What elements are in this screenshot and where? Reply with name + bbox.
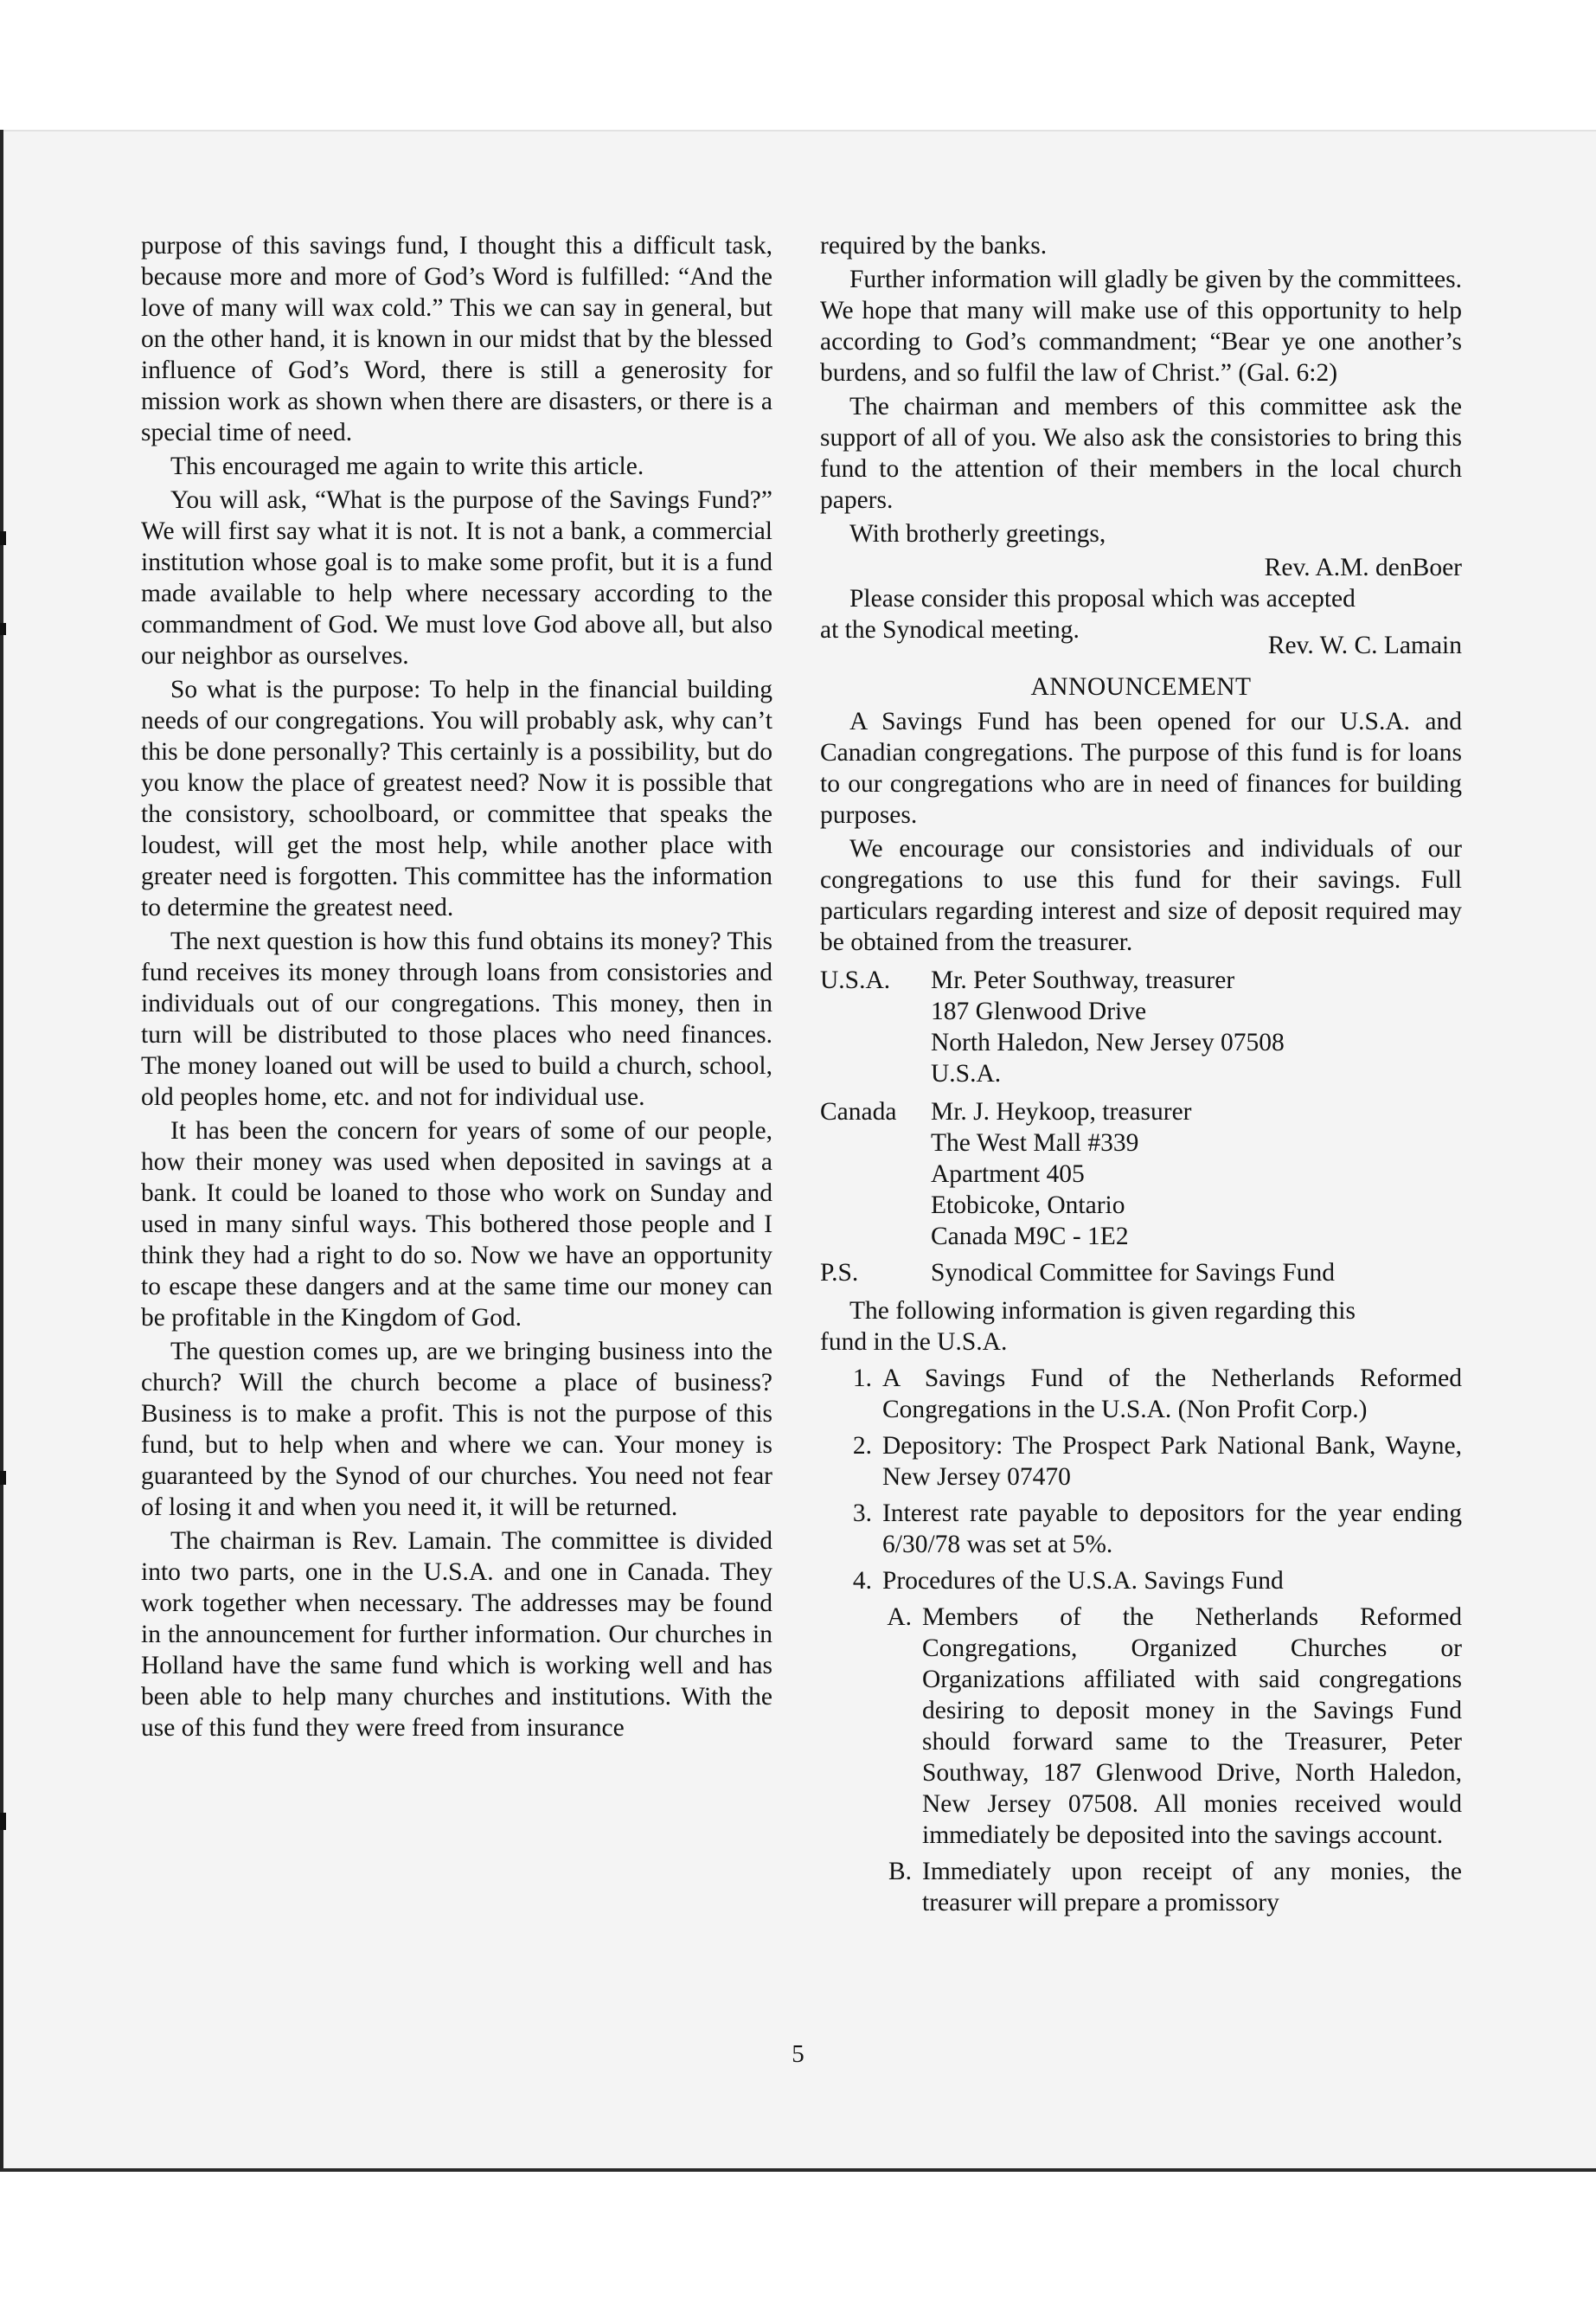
list-number: 1. xyxy=(852,1364,872,1392)
address-line: U.S.A. xyxy=(931,1060,1002,1088)
paragraph: So what is the purpose: To help in the financial building needs of our congregations. You will probably ask, why can’t this be done personally? This certainly is a possibility, but do you know the place of greatest need? Now it is possible that the consistory, schoolboard, or committee that speaks the loudest, will get the most help, while another place with greater need is forgotten. This committee has the information to determine the greatest need. xyxy=(141,676,772,921)
paragraph: The chairman and members of this committee ask the support of all of you. We also ask the consistories to bring this fund to the attention of their members in the local church papers. xyxy=(820,393,1462,514)
address-label: Canada xyxy=(820,1098,897,1126)
sublist-text: Members of the Netherlands Reformed Congregations, Organized Churches or Organizations affiliated with said congregations desiring to deposit money in the Savings Fund should forward same to the Treasurer, Peter Southway, 187 Glenwood Drive, North Haledon, New Jersey 07508. All monies received would immediately be deposited into the savings account. xyxy=(922,1603,1462,1849)
scan-mark xyxy=(0,623,6,635)
list-text: Procedures of the U.S.A. Savings Fund xyxy=(882,1567,1284,1595)
usa-address xyxy=(820,965,1462,1089)
address-line: Etobicoke, Ontario xyxy=(931,1191,1125,1219)
list-text: A Savings Fund of the Netherlands Reformed Congregations in the U.S.A. (Non Profit Corp.) xyxy=(882,1364,1462,1423)
sublist-letter: B. xyxy=(888,1858,912,1885)
scan-margin-bottom xyxy=(0,2168,1596,2305)
list-item xyxy=(820,1430,1462,1493)
paragraph: Further information will gladly be given by the committees. We hope that many will make use of this opportunity to help according to God’s commandment; “Bear ye one another’s burdens, and so fulfil the law of Christ.” (Gal. 6:2) xyxy=(820,266,1462,387)
list-text: Interest rate payable to depositors for the year ending 6/30/78 was set at 5%. xyxy=(882,1499,1462,1558)
paragraph: purpose of this savings fund, I thought this a difficult task, because more and more of God’s Word is fulfilled: “And the love of many will wax cold.” This we can say in general, but on the other hand, it is known in our midst that by the blessed influence of God’s Word, there is still a generosity for mission work as shown when there are disasters, or there is a special time of need. xyxy=(141,232,772,446)
paragraph: We encourage our consistories and individuals of our congregations to use this fund for their savings. Full particulars regarding interest and size of deposit required may be obtained from the treasurer. xyxy=(820,835,1462,956)
signature: Rev. A.M. denBoer xyxy=(1264,554,1462,581)
paragraph: The next question is how this fund obtains its money? This fund receives its money through loans from consistories and individuals out of our congregations. This money, then in turn will be distributed to those places who need finances. The money loaned out will be used to build a church, school, old peoples home, etc. and not for individual use. xyxy=(141,928,772,1111)
scan-mark xyxy=(0,1813,6,1830)
list-item xyxy=(820,1565,1462,1596)
address-line: North Haledon, New Jersey 07508 xyxy=(931,1029,1285,1056)
address-line: 187 Glenwood Drive xyxy=(931,998,1147,1025)
greeting: With brotherly greetings, xyxy=(849,520,1106,548)
paragraph-continuation: required by the banks. xyxy=(820,232,1048,260)
note-line: Please consider this proposal which was accepted xyxy=(849,585,1356,613)
sublist-item xyxy=(820,1856,1462,1918)
canada-address xyxy=(820,1096,1462,1252)
sublist-letter: A. xyxy=(887,1603,912,1631)
sublist-item xyxy=(820,1602,1462,1851)
paragraph: A Savings Fund has been opened for our U.S.A. and Canadian congregations. The purpose of this fund is for loans to our congregations who are in need of finances for building purposes. xyxy=(820,708,1462,829)
address-line: Mr. Peter Southway, treasurer xyxy=(931,966,1235,994)
page-left-edge xyxy=(0,130,3,2168)
paragraph: You will ask, “What is the purpose of the Savings Fund?” We will first say what it is not. It is not a bank, a commercial institution whose goal is to make some profit, but it is a fund made available to help where necessary according to the commandment of God. We must love God above all, but also our neighbor as ourselves. xyxy=(141,486,772,670)
address-line: Apartment 405 xyxy=(931,1160,1085,1188)
address-line: Canada M9C - 1E2 xyxy=(931,1223,1129,1250)
announcement-heading: ANNOUNCEMENT xyxy=(1030,673,1252,701)
list-number: 2. xyxy=(852,1432,872,1460)
scan-mark xyxy=(0,531,6,545)
ps-label: P.S. xyxy=(820,1259,859,1287)
right-column xyxy=(820,230,1462,1918)
paragraph: The chairman is Rev. Lamain. The committee is divided into two parts, one in the U.S.A. and one in Canada. They work together when necessary. The addresses may be found in the announcement for further information. Our churches in Holland have the same fund which is working well and has been able to help many churches and institutions. With the use of this fund they were freed from insurance xyxy=(141,1527,772,1742)
postscript xyxy=(820,1257,1462,1288)
note-line: at the Synodical meeting. xyxy=(820,616,1080,644)
scan-margin-top xyxy=(0,0,1596,130)
info-line: fund in the U.S.A. xyxy=(820,1328,1008,1356)
left-column xyxy=(141,230,772,1746)
info-line: The following information is given regarding this xyxy=(849,1297,1356,1325)
paragraph: It has been the concern for years of some of our people, how their money was used when deposited in savings at a bank. It could be loaned to those who work on Sunday and used in many sinful ways. This bothered those people and I think they had a right to do so. Now we have an opportunity to escape these dangers and at the same time our money can be profitable in the Kingdom of God. xyxy=(141,1117,772,1332)
list-item xyxy=(820,1363,1462,1425)
list-item xyxy=(820,1498,1462,1560)
list-number: 3. xyxy=(852,1499,872,1527)
address-line: The West Mall #339 xyxy=(931,1129,1139,1157)
scan-mark xyxy=(0,1471,6,1485)
page-number: 5 xyxy=(792,2040,804,2068)
sublist-text: Immediately upon receipt of any monies, the treasurer will prepare a promissory xyxy=(922,1858,1462,1917)
signature: Rev. W. C. Lamain xyxy=(1267,632,1462,659)
address-label: U.S.A. xyxy=(820,966,891,994)
address-line: Mr. J. Heykoop, treasurer xyxy=(931,1098,1192,1126)
ps-text: Synodical Committee for Savings Fund xyxy=(931,1259,1336,1287)
list-number: 4. xyxy=(852,1567,872,1595)
list-text: Depository: The Prospect Park National Bank, Wayne, New Jersey 07470 xyxy=(882,1432,1462,1491)
paragraph: This encouraged me again to write this article. xyxy=(170,453,644,480)
paragraph: The question comes up, are we bringing business into the church? Will the church become a place of business? Business is to make a profit. This is not the purpose of this fund, but to help when and where we can. Your money is guaranteed by the Synod of our churches. You need not fear of losing it and when you need it, it will be returned. xyxy=(141,1338,772,1521)
